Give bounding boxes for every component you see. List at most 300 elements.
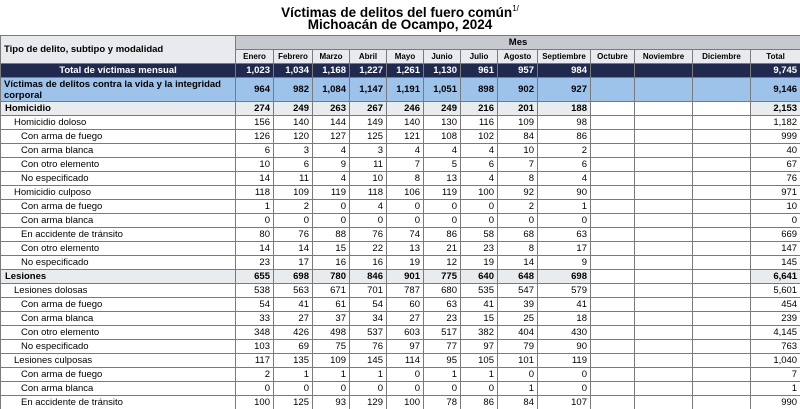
table-cell: 74	[387, 228, 424, 242]
table-cell: 109	[313, 354, 350, 368]
table-cell: 129	[350, 396, 387, 409]
table-cell: 86	[461, 396, 498, 409]
table-cell: 6,641	[751, 270, 800, 284]
table-row	[1, 354, 800, 368]
table-cell: 2	[498, 200, 538, 214]
table-cell: 537	[350, 326, 387, 340]
table-cell	[591, 228, 635, 242]
table-cell: 498	[313, 326, 350, 340]
table-cell: 898	[461, 78, 498, 102]
table-cell: 640	[461, 270, 498, 284]
table-cell: 13	[424, 172, 461, 186]
table-cell: 239	[751, 312, 800, 326]
table-cell: 4	[313, 172, 350, 186]
table-cell: 9,146	[751, 78, 800, 102]
table-row	[1, 64, 800, 78]
table-cell: 14	[498, 256, 538, 270]
table-cell: 0	[498, 214, 538, 228]
table-cell: 957	[498, 64, 538, 78]
table-cell: 0	[461, 382, 498, 396]
table-cell: 117	[236, 354, 274, 368]
table-cell: 75	[313, 340, 350, 354]
column-header: Enero	[236, 50, 274, 64]
table-cell	[591, 78, 635, 102]
table-cell: 655	[236, 270, 274, 284]
table-cell: 1,168	[313, 64, 350, 78]
table-cell: 1,227	[350, 64, 387, 78]
table-cell: 6	[274, 158, 313, 172]
table-cell: 0	[387, 214, 424, 228]
table-cell: 901	[387, 270, 424, 284]
victims-table	[0, 35, 800, 409]
row-label: Homicidio	[1, 102, 236, 116]
table-cell: 426	[274, 326, 313, 340]
table-cell: 547	[498, 284, 538, 298]
table-cell: 106	[387, 186, 424, 200]
table-cell: 1,040	[751, 354, 800, 368]
table-row	[1, 326, 800, 340]
row-label: Víctimas de delitos contra la vida y la integridad corporal	[1, 78, 236, 102]
table-cell: 1,084	[313, 78, 350, 102]
table-cell: 0	[538, 214, 591, 228]
table-cell	[693, 228, 751, 242]
table-cell: 0	[313, 200, 350, 214]
table-cell	[591, 340, 635, 354]
table-cell: 603	[387, 326, 424, 340]
table-cell	[693, 368, 751, 382]
table-cell: 149	[350, 116, 387, 130]
table-cell: 3	[350, 144, 387, 158]
table-cell: 1	[751, 382, 800, 396]
table-cell: 58	[461, 228, 498, 242]
table-cell	[693, 312, 751, 326]
table-cell: 145	[350, 354, 387, 368]
table-row	[1, 186, 800, 200]
table-cell: 0	[350, 214, 387, 228]
column-header: Agosto	[498, 50, 538, 64]
table-cell	[635, 326, 693, 340]
table-cell: 41	[461, 298, 498, 312]
column-header: Abril	[350, 50, 387, 64]
table-cell	[693, 382, 751, 396]
table-cell: 67	[751, 158, 800, 172]
month-group-header: Mes	[236, 36, 800, 50]
table-cell: 63	[538, 228, 591, 242]
table-cell: 10	[350, 172, 387, 186]
row-label: Homicidio culposo	[1, 186, 236, 200]
table-cell: 144	[313, 116, 350, 130]
table-cell: 5	[424, 158, 461, 172]
table-cell: 119	[313, 186, 350, 200]
table-cell: 86	[424, 228, 461, 242]
table-cell	[635, 200, 693, 214]
table-cell: 93	[313, 396, 350, 409]
table-cell	[635, 102, 693, 116]
table-cell: 7	[498, 158, 538, 172]
table-cell: 2	[236, 368, 274, 382]
column-header: Julio	[461, 50, 498, 64]
row-label: Con arma blanca	[1, 144, 236, 158]
table-cell: 671	[313, 284, 350, 298]
table-cell: 11	[274, 172, 313, 186]
table-cell: 10	[236, 158, 274, 172]
table-cell: 648	[498, 270, 538, 284]
column-header: Febrero	[274, 50, 313, 64]
table-cell	[693, 298, 751, 312]
table-cell	[693, 78, 751, 102]
table-cell: 0	[538, 368, 591, 382]
table-cell: 15	[461, 312, 498, 326]
table-cell	[591, 242, 635, 256]
table-cell: 76	[751, 172, 800, 186]
table-cell: 140	[274, 116, 313, 130]
table-cell: 201	[498, 102, 538, 116]
table-cell: 517	[424, 326, 461, 340]
table-cell: 130	[424, 116, 461, 130]
table-cell	[693, 340, 751, 354]
row-label: Con arma de fuego	[1, 368, 236, 382]
table-cell: 61	[313, 298, 350, 312]
table-cell	[635, 130, 693, 144]
table-cell: 108	[424, 130, 461, 144]
table-cell: 54	[236, 298, 274, 312]
row-label: Lesiones culposas	[1, 354, 236, 368]
table-cell: 116	[461, 116, 498, 130]
table-cell	[591, 200, 635, 214]
table-cell: 1	[236, 200, 274, 214]
table-cell: 8	[498, 242, 538, 256]
table-cell: 964	[236, 78, 274, 102]
row-label: No especificado	[1, 340, 236, 354]
table-body	[1, 64, 800, 409]
table-cell	[591, 382, 635, 396]
table-cell	[693, 256, 751, 270]
table-cell: 1,034	[274, 64, 313, 78]
row-label: Con arma blanca	[1, 312, 236, 326]
table-cell	[635, 116, 693, 130]
table-cell: 775	[424, 270, 461, 284]
table-cell	[635, 312, 693, 326]
table-cell: 1	[461, 368, 498, 382]
row-label: Con arma blanca	[1, 214, 236, 228]
table-cell: 40	[751, 144, 800, 158]
table-cell: 9	[538, 256, 591, 270]
table-row	[1, 284, 800, 298]
table-cell: 787	[387, 284, 424, 298]
table-cell: 4	[424, 144, 461, 158]
table-cell	[635, 270, 693, 284]
table-row	[1, 228, 800, 242]
table-cell: 54	[350, 298, 387, 312]
table-cell: 37	[313, 312, 350, 326]
table-row	[1, 298, 800, 312]
table-cell	[635, 78, 693, 102]
table-row	[1, 116, 800, 130]
table-cell	[635, 214, 693, 228]
row-label: Con arma de fuego	[1, 130, 236, 144]
table-cell: 0	[538, 382, 591, 396]
row-label: Lesiones dolosas	[1, 284, 236, 298]
table-cell	[635, 298, 693, 312]
column-header: Noviembre	[635, 50, 693, 64]
table-cell: 21	[424, 242, 461, 256]
table-cell	[635, 354, 693, 368]
table-cell	[693, 116, 751, 130]
table-cell: 0	[274, 382, 313, 396]
table-cell: 1,191	[387, 78, 424, 102]
table-cell	[693, 396, 751, 409]
table-cell: 16	[350, 256, 387, 270]
table-row	[1, 242, 800, 256]
table-cell: 77	[424, 340, 461, 354]
table-cell: 78	[424, 396, 461, 409]
table-cell: 6	[461, 158, 498, 172]
table-cell: 18	[538, 312, 591, 326]
table-cell: 971	[751, 186, 800, 200]
table-cell: 19	[387, 256, 424, 270]
table-cell: 0	[751, 214, 800, 228]
table-cell: 698	[538, 270, 591, 284]
table-cell: 23	[236, 256, 274, 270]
table-cell: 9,745	[751, 64, 800, 78]
table-cell: 13	[387, 242, 424, 256]
table-cell: 188	[538, 102, 591, 116]
table-cell: 1,147	[350, 78, 387, 102]
table-cell: 0	[274, 214, 313, 228]
table-cell: 0	[236, 214, 274, 228]
table-cell: 17	[538, 242, 591, 256]
table-cell: 0	[424, 382, 461, 396]
table-cell: 95	[424, 354, 461, 368]
table-cell: 701	[350, 284, 387, 298]
table-cell: 7	[751, 368, 800, 382]
table-cell: 4	[538, 172, 591, 186]
table-cell: 999	[751, 130, 800, 144]
table-cell: 80	[236, 228, 274, 242]
table-cell	[591, 186, 635, 200]
table-cell: 14	[274, 242, 313, 256]
table-cell: 5,601	[751, 284, 800, 298]
table-cell	[693, 326, 751, 340]
table-cell: 249	[274, 102, 313, 116]
table-cell: 780	[313, 270, 350, 284]
table-cell: 579	[538, 284, 591, 298]
table-cell	[591, 396, 635, 409]
table-cell: 25	[498, 312, 538, 326]
table-cell: 22	[350, 242, 387, 256]
table-cell: 119	[538, 354, 591, 368]
table-row	[1, 102, 800, 116]
row-label: Homicidio doloso	[1, 116, 236, 130]
table-cell	[591, 326, 635, 340]
table-cell: 92	[498, 186, 538, 200]
table-cell: 454	[751, 298, 800, 312]
table-cell: 17	[274, 256, 313, 270]
table-row	[1, 270, 800, 284]
row-label: No especificado	[1, 256, 236, 270]
table-cell	[591, 116, 635, 130]
table-cell: 535	[461, 284, 498, 298]
table-cell: 990	[751, 396, 800, 409]
table-row	[1, 312, 800, 326]
table-cell: 118	[236, 186, 274, 200]
table-cell: 102	[461, 130, 498, 144]
column-header: Mayo	[387, 50, 424, 64]
row-label: Con arma blanca	[1, 382, 236, 396]
column-header: Marzo	[313, 50, 350, 64]
table-cell: 10	[498, 144, 538, 158]
table-cell: 9	[313, 158, 350, 172]
row-label: Total de víctimas mensual	[1, 64, 236, 78]
row-label: Con otro elemento	[1, 242, 236, 256]
table-cell	[635, 144, 693, 158]
table-cell: 140	[387, 116, 424, 130]
table-row	[1, 256, 800, 270]
table-cell: 2	[274, 200, 313, 214]
table-cell: 6	[236, 144, 274, 158]
table-cell: 79	[498, 340, 538, 354]
table-row	[1, 340, 800, 354]
table-cell: 4	[313, 144, 350, 158]
table-cell: 1	[274, 368, 313, 382]
table-cell: 263	[313, 102, 350, 116]
table-row	[1, 368, 800, 382]
table-cell	[635, 158, 693, 172]
table-cell	[591, 298, 635, 312]
table-cell: 1	[350, 368, 387, 382]
table-cell: 100	[461, 186, 498, 200]
table-cell: 109	[498, 116, 538, 130]
table-cell	[635, 228, 693, 242]
table-cell	[591, 312, 635, 326]
table-cell: 39	[498, 298, 538, 312]
table-cell: 121	[387, 130, 424, 144]
table-cell	[693, 158, 751, 172]
table-cell: 107	[538, 396, 591, 409]
row-label: Con arma de fuego	[1, 298, 236, 312]
table-cell: 90	[538, 186, 591, 200]
table-cell: 4	[461, 144, 498, 158]
table-cell: 12	[424, 256, 461, 270]
table-cell: 4,145	[751, 326, 800, 340]
table-cell: 0	[424, 200, 461, 214]
table-cell: 1,023	[236, 64, 274, 78]
table-cell	[591, 64, 635, 78]
table-cell: 19	[461, 256, 498, 270]
table-row	[1, 382, 800, 396]
table-cell: 1,051	[424, 78, 461, 102]
table-cell: 41	[538, 298, 591, 312]
table-cell: 4	[387, 144, 424, 158]
table-cell	[693, 130, 751, 144]
table-row	[1, 78, 800, 102]
table-cell: 10	[751, 200, 800, 214]
table-cell: 1,130	[424, 64, 461, 78]
table-cell: 16	[313, 256, 350, 270]
table-cell: 0	[236, 382, 274, 396]
table-cell	[635, 256, 693, 270]
row-label: En accidente de tránsito	[1, 396, 236, 409]
table-row	[1, 158, 800, 172]
table-cell: 7	[387, 158, 424, 172]
table-cell	[591, 368, 635, 382]
table-cell: 41	[274, 298, 313, 312]
table-cell: 902	[498, 78, 538, 102]
table-cell: 927	[538, 78, 591, 102]
table-cell: 97	[387, 340, 424, 354]
table-cell: 125	[274, 396, 313, 409]
table-row	[1, 144, 800, 158]
table-cell: 0	[313, 382, 350, 396]
row-label: Con arma de fuego	[1, 200, 236, 214]
table-cell: 14	[236, 172, 274, 186]
table-cell	[635, 368, 693, 382]
table-cell: 147	[751, 242, 800, 256]
table-cell	[635, 186, 693, 200]
table-cell	[591, 144, 635, 158]
table-cell: 127	[313, 130, 350, 144]
table-cell: 216	[461, 102, 498, 116]
table-cell	[693, 214, 751, 228]
table-cell: 109	[274, 186, 313, 200]
title-footnote-marker: 1/	[512, 4, 519, 13]
table-cell: 1	[313, 368, 350, 382]
table-cell: 86	[538, 130, 591, 144]
table-cell: 76	[350, 228, 387, 242]
table-row	[1, 130, 800, 144]
table-cell: 27	[274, 312, 313, 326]
table-cell: 984	[538, 64, 591, 78]
table-cell: 961	[461, 64, 498, 78]
table-cell: 23	[461, 242, 498, 256]
table-cell: 404	[498, 326, 538, 340]
table-cell	[635, 340, 693, 354]
table-cell: 1	[538, 200, 591, 214]
table-cell: 8	[498, 172, 538, 186]
table-cell	[591, 130, 635, 144]
table-cell: 846	[350, 270, 387, 284]
table-cell: 538	[236, 284, 274, 298]
table-cell: 1	[424, 368, 461, 382]
table-cell: 120	[274, 130, 313, 144]
table-cell: 4	[461, 172, 498, 186]
table-cell: 100	[387, 396, 424, 409]
table-cell: 8	[387, 172, 424, 186]
table-cell: 97	[461, 340, 498, 354]
table-cell: 63	[424, 298, 461, 312]
table-cell: 982	[274, 78, 313, 102]
table-cell	[591, 354, 635, 368]
table-cell: 11	[350, 158, 387, 172]
table-cell: 348	[236, 326, 274, 340]
table-cell: 90	[538, 340, 591, 354]
row-label: Con otro elemento	[1, 326, 236, 340]
table-cell: 27	[387, 312, 424, 326]
table-cell: 246	[387, 102, 424, 116]
table-cell: 0	[498, 368, 538, 382]
table-cell: 68	[498, 228, 538, 242]
table-cell: 76	[274, 228, 313, 242]
table-cell: 1	[498, 382, 538, 396]
table-cell: 14	[236, 242, 274, 256]
table-cell: 267	[350, 102, 387, 116]
table-cell: 249	[424, 102, 461, 116]
table-cell	[635, 64, 693, 78]
table-cell: 0	[461, 200, 498, 214]
table-cell: 2,153	[751, 102, 800, 116]
column-header: Octubre	[591, 50, 635, 64]
table-cell	[693, 144, 751, 158]
